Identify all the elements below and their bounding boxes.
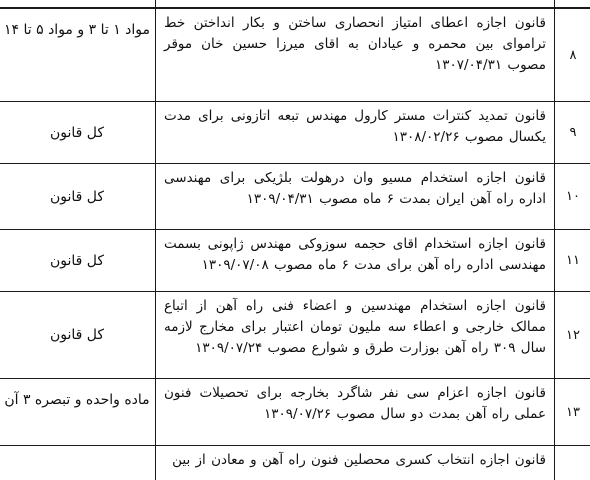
row-8-scope-text: مواد ۱ تا ۳ و مواد ۵ تا ۱۴ — [3, 22, 151, 38]
row-10-scope — [0, 163, 156, 230]
row-8-law — [155, 8, 555, 102]
row-9-number-text: ۹ — [569, 125, 577, 140]
row-13-law-text: قانون اجازه اعزام سی نفر شاگرد بخارجه برای تحصیلات فنون عملی راه آهن بمدت دو سال مصوب ۱۳۰۹/۰۷/۲۶ — [164, 385, 546, 422]
row-13-number — [554, 378, 590, 446]
row-9-law-text: قانون تمدید کنترات مستر کارول مهندس تبعه اتازونی برای مدت یکسال مصوب ۱۳۰۸/۰۲/۲۶ — [164, 108, 546, 145]
row-14-number — [554, 445, 590, 480]
row-8-scope — [0, 8, 156, 102]
partial-top-scope — [0, 0, 156, 8]
row-10-number — [554, 163, 590, 230]
partial-top-num — [554, 0, 590, 8]
row-11-number-text: ۱۱ — [566, 253, 580, 268]
row-10-law-text: قانون اجازه استخدام مسیو وان درهولت بلژیکی برای مهندسی اداره راه آهن ایران بمدت ۶ ماه مصوب ۱۳۰۹/۰۴/۳۱ — [164, 170, 546, 207]
row-11-law-text: قانون اجازه استخدام اقاى حجمه سوزوکی مهندس ژاپونی بسمت مهندسی اداره راه آهن برای مدت ۶ ماه مصوب ۱۳۰۹/۰۷/۰۸ — [164, 236, 546, 273]
row-10-number-text: ۱۰ — [566, 189, 580, 204]
row-14-law — [155, 445, 555, 480]
row-13-law — [155, 378, 555, 446]
row-10-scope-text: کل قانون — [49, 188, 105, 205]
row-11-scope-text: کل قانون — [49, 252, 105, 269]
row-12-number — [554, 291, 590, 379]
row-9-number — [554, 101, 590, 164]
row-8-number-text: ۸ — [569, 47, 577, 63]
row-9-scope-text: کل قانون — [49, 124, 105, 141]
row-10-law — [155, 163, 555, 230]
row-12-law-text: قانون اجازه استخدام مهندسین و اعضاء فنی راه آهن از اتباع ممالک خارجی و اعطاء سه ملیون تومان اعتبار برای مخارج لازمه سال ۳۰۹ راه آهن بوزارت طرق و شوارع مصوب ۱۳۰۹/۰۷/۲۴ — [164, 298, 546, 356]
row-13-scope-text: ماده واحده و تبصره ۳ آن — [4, 392, 150, 408]
row-12-scope — [0, 291, 156, 379]
row-12-law — [155, 291, 555, 379]
partial-top-row — [155, 0, 555, 8]
row-14-scope — [0, 445, 156, 480]
row-9-law — [155, 101, 555, 164]
row-14-law-text: قانون اجازه انتخاب کسری محصلین فنون راه آهن و معادن از بین — [172, 452, 546, 468]
row-11-scope — [0, 229, 156, 292]
row-11-law — [155, 229, 555, 292]
row-13-scope — [0, 378, 156, 446]
row-12-number-text: ۱۲ — [566, 327, 580, 343]
row-12-scope-text: کل قانون — [49, 327, 105, 343]
row-8-number — [554, 8, 590, 102]
row-13-number-text: ۱۳ — [566, 404, 580, 420]
row-9-scope — [0, 101, 156, 164]
row-11-number — [554, 229, 590, 292]
row-8-law-text: قانون اجازه اعطای امتیاز انحصاری ساختن و بکار انداختن خط ترامواى بین محمره و عیادان به اقاى میرزا حسین خان موقر مصوب ۱۳۰۷/۰۴/۳۱ — [164, 15, 546, 73]
